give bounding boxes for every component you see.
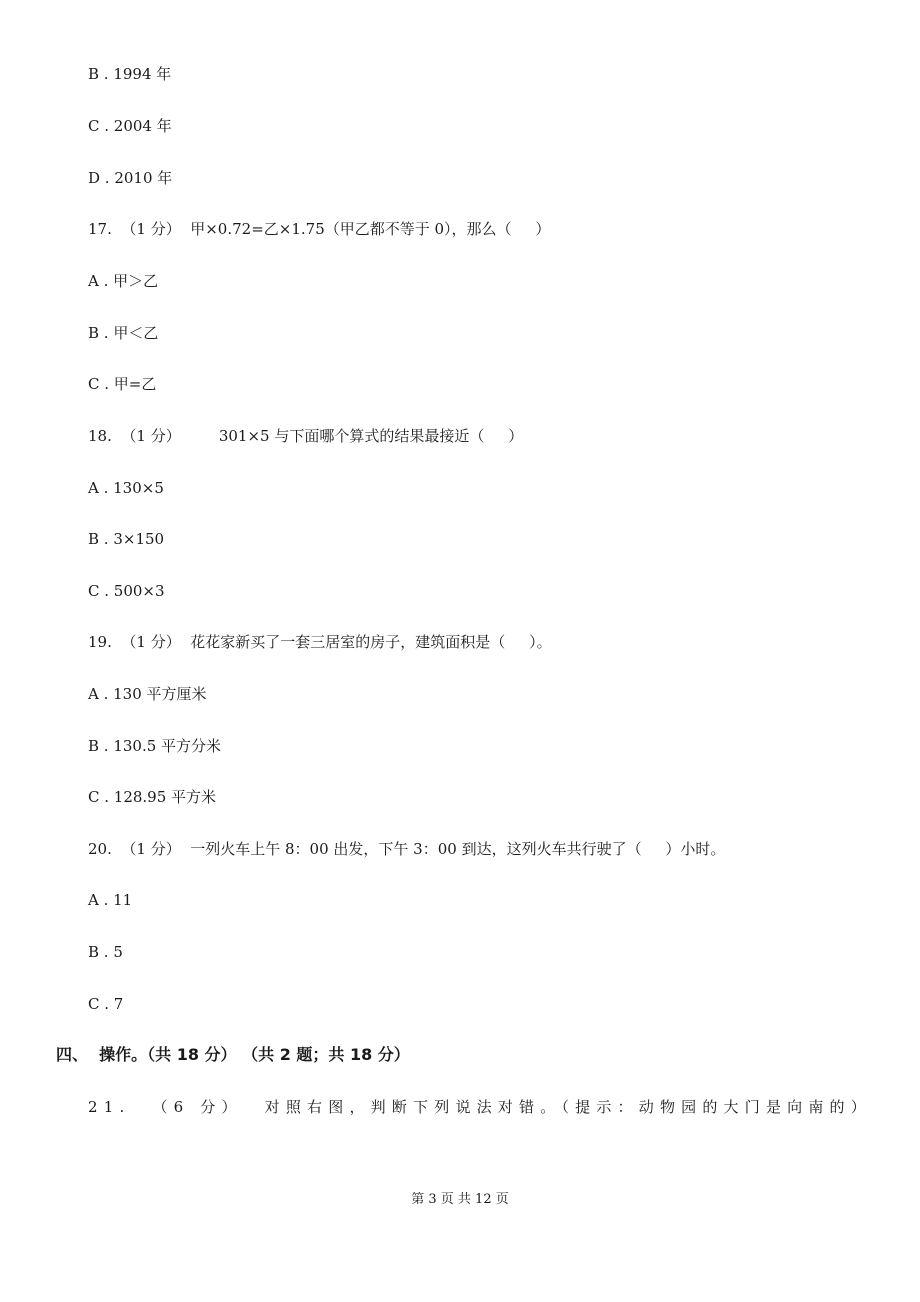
question-21: 21. （6 分） 对照右图，判断下列说法对错。（提示：动物园的大门是向南的） [88,1098,872,1116]
question-17-option-c: C . 甲=乙 [88,375,157,393]
page-footer: 第 3 页 共 12 页 [411,1192,509,1207]
question-20: 20. （1 分） 一列火车上午 8：00 出发，下午 3：00 到达，这列火车共行驶了（ ）小时。 [88,840,726,858]
question-19-option-b: B . 130.5 平方分米 [88,737,222,755]
question-17: 17. （1 分） 甲×0.72=乙×1.75（甲乙都不等于 0），那么（ ） [88,220,551,238]
question-20-option-b: B . 5 [88,943,123,961]
question-18: 18. （1 分） 301×5 与下面哪个算式的结果最接近（ ） [88,427,524,445]
option-b-1994: B . 1994 年 [88,65,172,83]
question-19: 19. （1 分） 花花家新买了一套三居室的房子，建筑面积是（ ）。 [88,633,552,651]
question-18-option-c: C . 500×3 [88,582,165,600]
question-18-option-a: A . 130×5 [88,479,164,497]
option-c-2004: C . 2004 年 [88,117,172,135]
question-18-option-b: B . 3×150 [88,530,165,548]
question-20-option-c: C . 7 [88,995,124,1013]
question-19-option-a: A . 130 平方厘米 [88,685,207,703]
section-heading-4: 四、 操作。（共 18 分） （共 2 题；共 18 分） [56,1045,410,1064]
option-d-2010: D . 2010 年 [88,169,173,187]
question-17-option-b: B . 甲＜乙 [88,324,159,342]
question-19-option-c: C . 128.95 平方米 [88,788,217,806]
question-17-option-a: A . 甲＞乙 [88,272,159,290]
question-20-option-a: A . 11 [88,891,133,909]
